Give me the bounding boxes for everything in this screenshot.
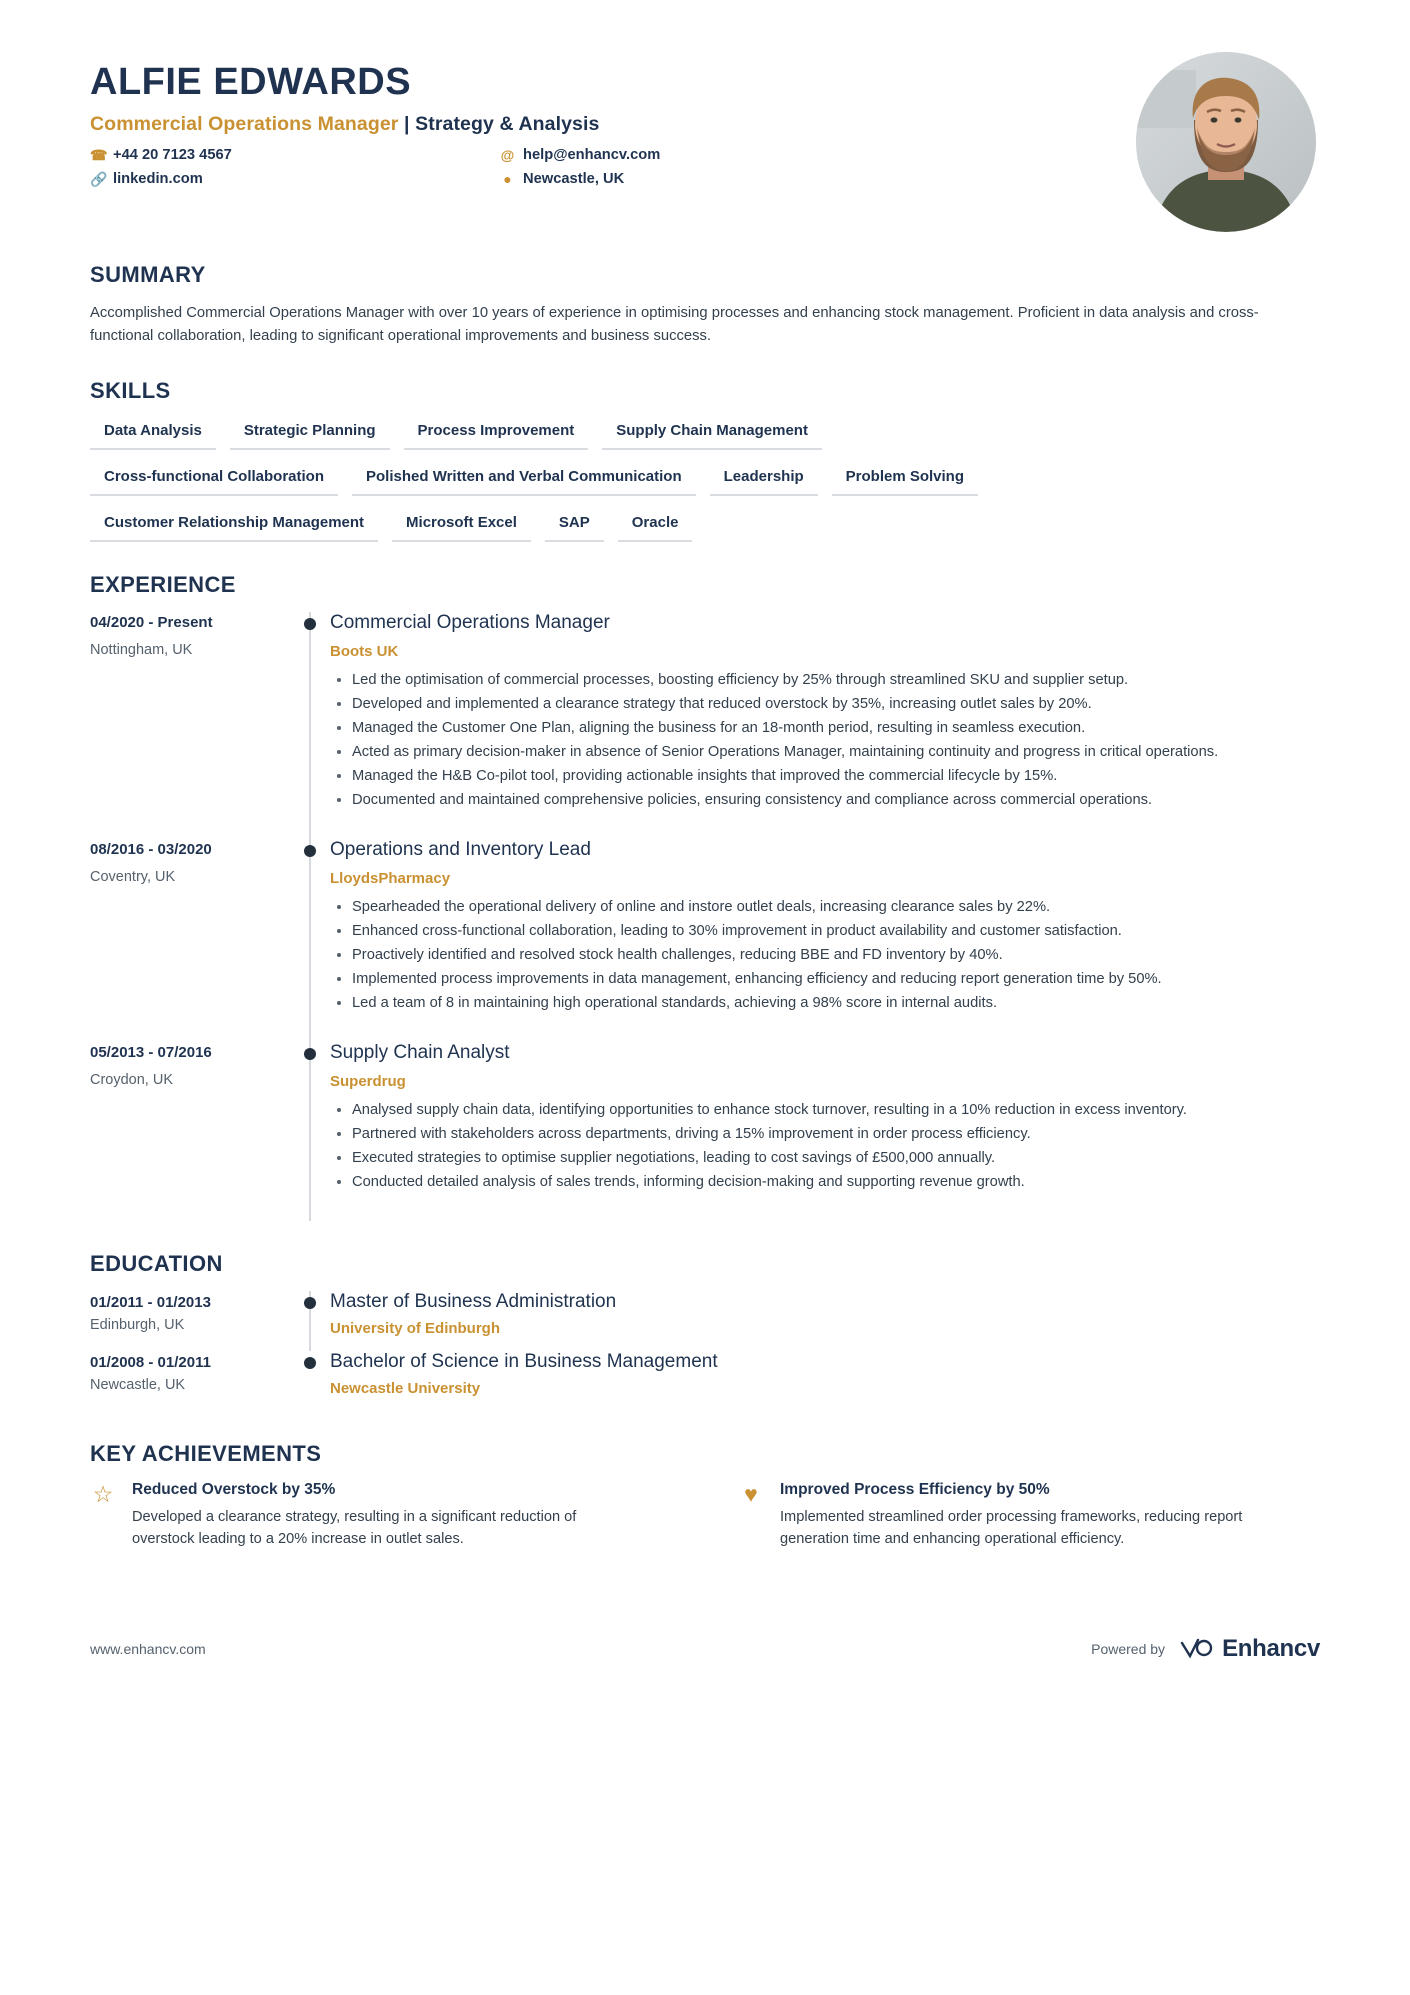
education-item: [90, 1351, 1320, 1411]
experience-title: Operations and Inventory Lead: [330, 838, 591, 860]
experience-company: Boots UK: [330, 642, 399, 660]
experience-bullet: • Spearheaded the operational delivery of online and instore outlet deals, increasing clearance sales by 22%.: [352, 896, 1320, 918]
education-meta: [90, 1291, 290, 1351]
experience-title: Supply Chain Analyst: [330, 1041, 510, 1063]
achievement-title: Reduced Overstock by 35%: [132, 1480, 336, 1498]
timeline-marker: [290, 1291, 330, 1351]
experience-body: [330, 1042, 1320, 1221]
skill-chip: Polished Written and Verbal Communication: [352, 464, 696, 496]
experience-date: 04/2020 - Present: [90, 613, 213, 631]
experience-meta: [90, 612, 290, 839]
experience-bullet: • Managed the Customer One Plan, aligning the business for an 18-month period, resulting in seamless execution.: [352, 717, 1320, 739]
skill-chip: SAP: [545, 510, 604, 542]
timeline-marker: [290, 1351, 330, 1411]
experience-location: Croydon, UK: [90, 1071, 174, 1088]
avatar-photo: [1136, 52, 1316, 232]
skill-chip: Supply Chain Management: [602, 418, 822, 450]
education-school: Newcastle University: [330, 1379, 481, 1397]
section-summary: [90, 262, 1320, 348]
summary-heading: SUMMARY: [90, 262, 206, 287]
skill-chip: Oracle: [618, 510, 693, 542]
achievement-item: [738, 1481, 1320, 1551]
resume-footer: [90, 1635, 1320, 1703]
achievements-heading: KEY ACHIEVEMENTS: [90, 1440, 322, 1466]
contact-location-value: Newcastle, UK: [523, 171, 625, 188]
education-heading: EDUCATION: [90, 1250, 223, 1276]
header-text-block: [90, 52, 660, 188]
experience-company: Superdrug: [330, 1072, 406, 1090]
contact-linkedin[interactable]: [90, 171, 500, 188]
education-meta: [90, 1351, 290, 1411]
skill-chip: Process Improvement: [404, 418, 589, 450]
experience-bullet: • Managed the H&B Co-pilot tool, providing actionable insights that improved the commercial lifecycle by 15%.: [352, 765, 1320, 787]
star-icon: ☆: [92, 1480, 114, 1507]
header-role-primary: Commercial Operations Manager: [90, 112, 399, 135]
section-experience: [90, 572, 1320, 1221]
timeline-line: [309, 1042, 311, 1221]
skill-chip: Customer Relationship Management: [90, 510, 378, 542]
skills-heading: SKILLS: [90, 377, 171, 403]
experience-date: 05/2013 - 07/2016: [90, 1043, 212, 1061]
skill-chip: Problem Solving: [832, 464, 978, 496]
experience-bullet: • Implemented process improvements in data management, enhancing efficiency and reducing report generation time by 50%.: [352, 968, 1320, 990]
powered-by-label: Powered by: [1091, 1640, 1166, 1657]
summary-text: Accomplished Commercial Operations Manager with over 10 years of experience in optimising processes and enhancing stock management. Proficient in data analysis and cross-functional collaboration, leading to significant operational improvements and business success.: [90, 305, 1259, 344]
experience-bullet: • Led a team of 8 in maintaining high operational standards, achieving a 98% score in internal audits.: [352, 992, 1320, 1014]
experience-bullet: • Conducted detailed analysis of sales trends, informing decision-making and supporting revenue growth.: [352, 1171, 1320, 1193]
timeline-dot: [304, 845, 316, 857]
contact-email-value: help@enhancv.com: [523, 147, 661, 164]
experience-heading: EXPERIENCE: [90, 571, 236, 597]
experience-bullet: • Proactively identified and resolved stock health challenges, reducing BBE and FD inventory by 40%.: [352, 944, 1320, 966]
page-title: ALFIE EDWARDS: [90, 61, 412, 103]
contact-email[interactable]: [500, 147, 660, 164]
experience-meta: [90, 839, 290, 1042]
experience-bullets: [330, 1099, 1320, 1193]
footer-branding: [1091, 1635, 1320, 1663]
skill-chip: Data Analysis: [90, 418, 216, 450]
avatar: [1136, 52, 1316, 232]
experience-item: [90, 612, 1320, 839]
experience-bullets: [330, 669, 1320, 811]
experience-location: Coventry, UK: [90, 868, 176, 885]
achievement-item: [90, 1481, 672, 1551]
footer-url[interactable]: www.enhancv.com: [90, 1640, 206, 1657]
education-body: [330, 1291, 1320, 1351]
resume-header: [90, 52, 1320, 232]
achievement-title: Improved Process Efficiency by 50%: [780, 1480, 1050, 1498]
skill-chip: Cross-functional Collaboration: [90, 464, 338, 496]
experience-bullet: • Analysed supply chain data, identifying opportunities to enhance stock turnover, resulting in a 10% reduction in excess inventory.: [352, 1099, 1320, 1121]
skill-chip: Microsoft Excel: [392, 510, 531, 542]
experience-item: [90, 1042, 1320, 1221]
achievement-description: Implemented streamlined order processing frameworks, reducing report generation time and enhancing operational efficiency.: [780, 1508, 1243, 1547]
at-icon: @: [500, 147, 515, 164]
timeline-line: [309, 612, 311, 839]
contact-location: [500, 171, 660, 188]
timeline-marker: [290, 612, 330, 839]
education-item: [90, 1291, 1320, 1351]
experience-bullet: • Partnered with stakeholders across departments, driving a 15% improvement in order process efficiency.: [352, 1123, 1320, 1145]
timeline-marker: [290, 839, 330, 1042]
skill-chip: Strategic Planning: [230, 418, 390, 450]
section-education: [90, 1251, 1320, 1411]
experience-bullet: • Executed strategies to optimise supplier negotiations, leading to cost savings of £500,000 annually.: [352, 1147, 1320, 1169]
education-degree: Master of Business Administration: [330, 1290, 617, 1312]
header-role-divider: |: [404, 112, 410, 135]
achievement-description: Developed a clearance strategy, resulting in a significant reduction of overstock leading to a 20% increase in outlet sales.: [132, 1508, 577, 1547]
education-degree: Bachelor of Science in Business Management: [330, 1350, 718, 1372]
experience-title: Commercial Operations Manager: [330, 611, 610, 633]
contact-linkedin-value: linkedin.com: [113, 171, 203, 188]
education-date: 01/2011 - 01/2013: [90, 1293, 211, 1311]
skill-chip: Leadership: [710, 464, 818, 496]
enhancv-mark-icon: [1179, 1637, 1213, 1661]
experience-body: [330, 839, 1320, 1042]
experience-body: [330, 612, 1320, 839]
experience-bullet: • Developed and implemented a clearance strategy that reduced overstock by 35%, increasing outlet sales by 20%.: [352, 693, 1320, 715]
skills-row: [90, 418, 1320, 450]
achievements-grid: [90, 1481, 1320, 1551]
phone-icon: ☎: [90, 146, 108, 163]
experience-bullet: • Acted as primary decision-maker in absence of Senior Operations Manager, maintaining continuity and progress in critical operations.: [352, 741, 1320, 763]
link-icon: 🔗: [90, 170, 108, 187]
experience-meta: [90, 1042, 290, 1221]
section-achievements: [90, 1441, 1320, 1551]
contact-phone[interactable]: [90, 147, 500, 164]
timeline-marker: [290, 1042, 330, 1221]
experience-bullet: • Enhanced cross-functional collaboration, leading to 30% improvement in product availability and customer satisfaction.: [352, 920, 1320, 942]
brand-logo: [1179, 1635, 1320, 1663]
section-skills: [90, 378, 1320, 542]
education-location: Newcastle, UK: [90, 1376, 186, 1393]
heart-icon: ♥: [744, 1480, 758, 1507]
experience-bullet: • Documented and maintained comprehensive policies, ensuring consistency and compliance across commercial operations.: [352, 789, 1320, 811]
brand-name: Enhancv: [1222, 1634, 1320, 1662]
skills-row: [90, 510, 1320, 542]
education-date: 01/2008 - 01/2011: [90, 1353, 211, 1371]
timeline-dot: [304, 1048, 316, 1060]
contact-phone-value: +44 20 7123 4567: [113, 147, 232, 164]
skills-row: [90, 464, 1320, 496]
experience-bullets: [330, 896, 1320, 1014]
header-role: [90, 113, 660, 136]
education-body: [330, 1351, 1320, 1411]
timeline-dot: [304, 618, 316, 630]
contact-details: [90, 147, 660, 188]
education-school: University of Edinburgh: [330, 1319, 501, 1337]
skills-list: [90, 418, 1320, 542]
experience-bullet: • Led the optimisation of commercial processes, boosting efficiency by 25% through streamlined SKU and supplier setup.: [352, 669, 1320, 691]
experience-location: Nottingham, UK: [90, 641, 193, 658]
achievement-text: [780, 1481, 1260, 1551]
timeline-line: [309, 839, 311, 1042]
experience-company: LloydsPharmacy: [330, 869, 451, 887]
achievement-text: [132, 1481, 612, 1551]
timeline-dot: [304, 1297, 316, 1309]
map-pin-icon: ●: [503, 171, 512, 188]
timeline-dot: [304, 1357, 316, 1369]
education-location: Edinburgh, UK: [90, 1316, 185, 1333]
experience-item: [90, 839, 1320, 1042]
experience-date: 08/2016 - 03/2020: [90, 840, 212, 858]
header-role-secondary: Strategy & Analysis: [415, 112, 600, 135]
